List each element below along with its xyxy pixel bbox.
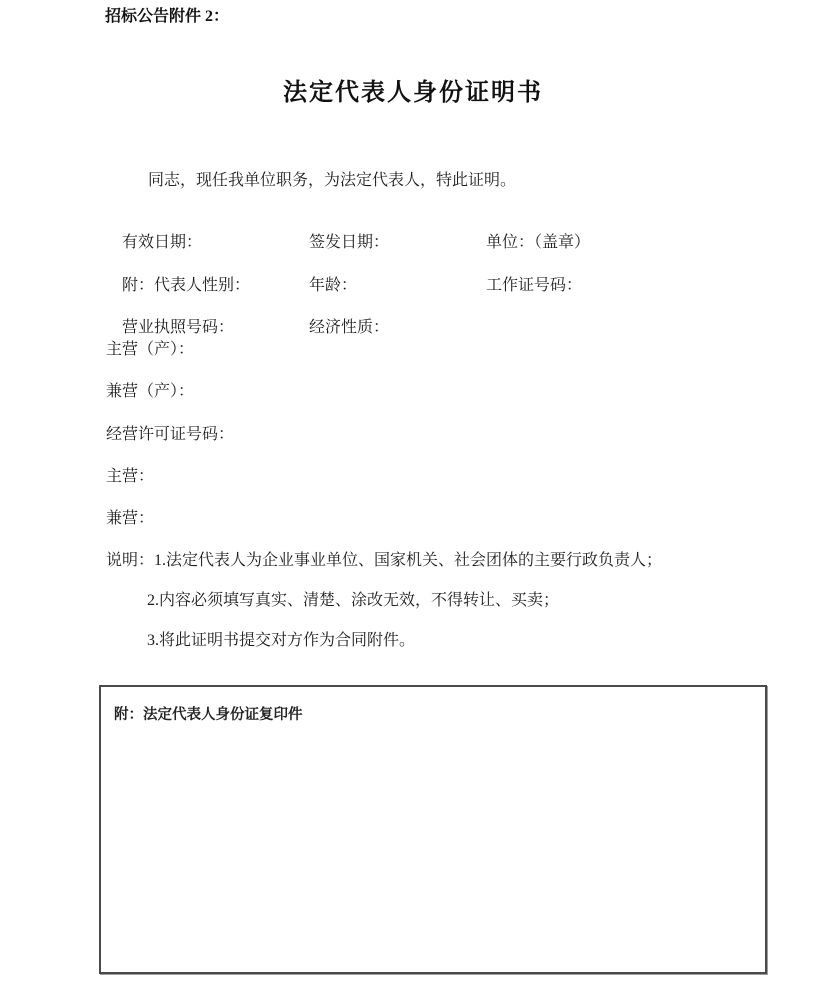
id-copy-attachment-box: [99, 685, 767, 974]
note-item-1: 说明：1.法定代表人为企业事业单位、国家机关、社会团体的主要行政负责人；: [106, 552, 663, 569]
attachment-number-label: 招标公告附件 2：: [105, 8, 230, 25]
note-item-2: 2.内容必须填写真实、清楚、涂改无效，不得转让、买卖；: [147, 592, 560, 609]
field-main-business-label: 主营：: [106, 468, 155, 485]
note-item-3: 3.将此证明书提交对方作为合同附件。: [147, 632, 416, 649]
field-issue-date-label: 签发日期：: [309, 234, 390, 251]
field-work-id-label: 工作证号码：: [486, 277, 583, 294]
field-operating-license-label: 经营许可证号码：: [106, 426, 235, 443]
intro-statement: 同志，现任我单位职务，为法定代表人，特此证明。: [148, 172, 517, 189]
field-economic-nature-label: 经济性质：: [309, 319, 390, 336]
field-gender-label: 附：代表人性别：: [122, 277, 251, 294]
field-side-product-label: 兼营（产）：: [106, 383, 195, 400]
field-main-product-label: 主营（产）：: [106, 341, 195, 358]
id-copy-attachment-label: 附：法定代表人身份证复印件: [114, 707, 303, 723]
field-unit-seal-label: 单位：（盖章）: [486, 234, 591, 251]
page-title: 法定代表人身份证明书: [283, 80, 543, 106]
field-business-license-label: 营业执照号码：: [122, 319, 235, 336]
field-side-business-label: 兼营：: [106, 510, 155, 527]
field-age-label: 年龄：: [309, 277, 358, 294]
field-valid-date-label: 有效日期：: [122, 234, 203, 251]
